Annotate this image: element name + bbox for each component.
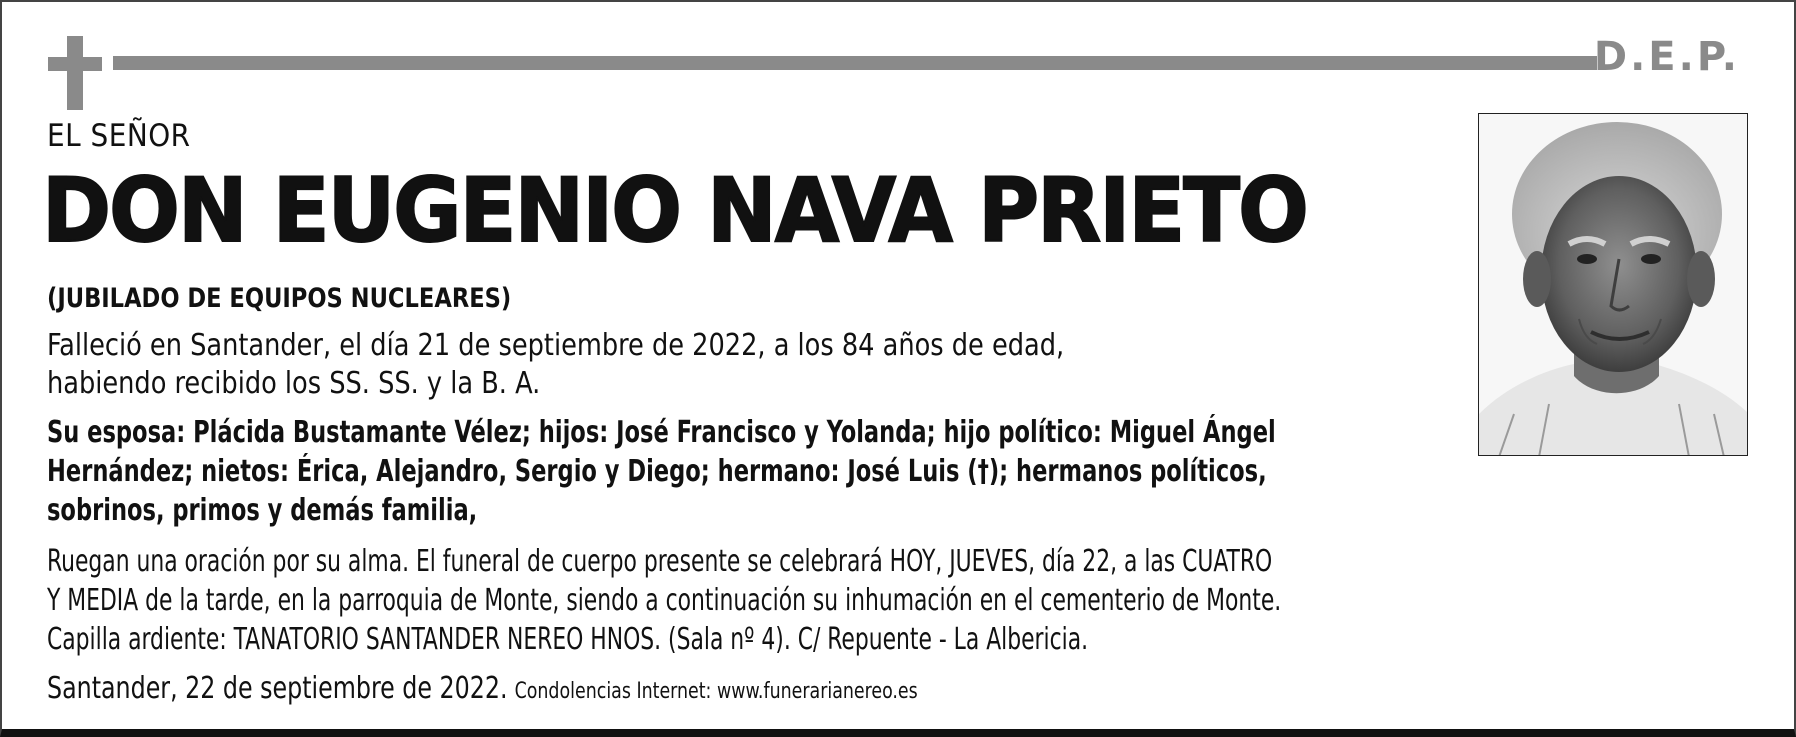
header-rule <box>113 56 1597 70</box>
family-line-1: Su esposa: Plácida Bustamante Vélez; hijos: José Francisco y Yolanda; hijo político: Miguel Ángel <box>47 415 1276 450</box>
family-line-2: Hernández; nietos: Érica, Alejandro, Sergio y Diego; hermano: José Luis (†); hermanos políticos, <box>47 454 1267 489</box>
deceased-name: DON EUGENIO NAVA PRIETO <box>42 159 1307 262</box>
footer-place-date: Santander, 22 de septiembre de 2022. <box>47 671 508 706</box>
footer-line <box>47 670 918 711</box>
cross-icon <box>48 36 102 110</box>
ceremony-line-1: Ruegan una oración por su alma. El funeral de cuerpo presente se celebrará HOY, JUEVES, día 22, a las CUATRO <box>47 544 1273 579</box>
ceremony-line-2: Y MEDIA de la tarde, en la parroquia de Monte, siendo a continuación su inhumación en el cementerio de Monte. <box>47 583 1282 618</box>
footer-condolences: Condolencias Internet: www.funerarianereo.es <box>514 679 918 704</box>
deceased-portrait <box>1478 113 1748 456</box>
profession: (JUBILADO DE EQUIPOS NUCLEARES) <box>47 283 512 314</box>
honorific-intro: EL SEÑOR <box>47 118 191 154</box>
ceremony-line-3: Capilla ardiente: TANATORIO SANTANDER NEREO HNOS. (Sala nº 4). C/ Repuente - La Albericia. <box>47 622 1089 657</box>
death-line-2: habiendo recibido los SS. SS. y la B. A. <box>47 366 541 401</box>
family-line-3: sobrinos, primos y demás familia, <box>47 493 478 528</box>
death-line-1: Falleció en Santander, el día 21 de septiembre de 2022, a los 84 años de edad, <box>47 328 1065 363</box>
dep-label: D.E.P. <box>1593 34 1740 80</box>
